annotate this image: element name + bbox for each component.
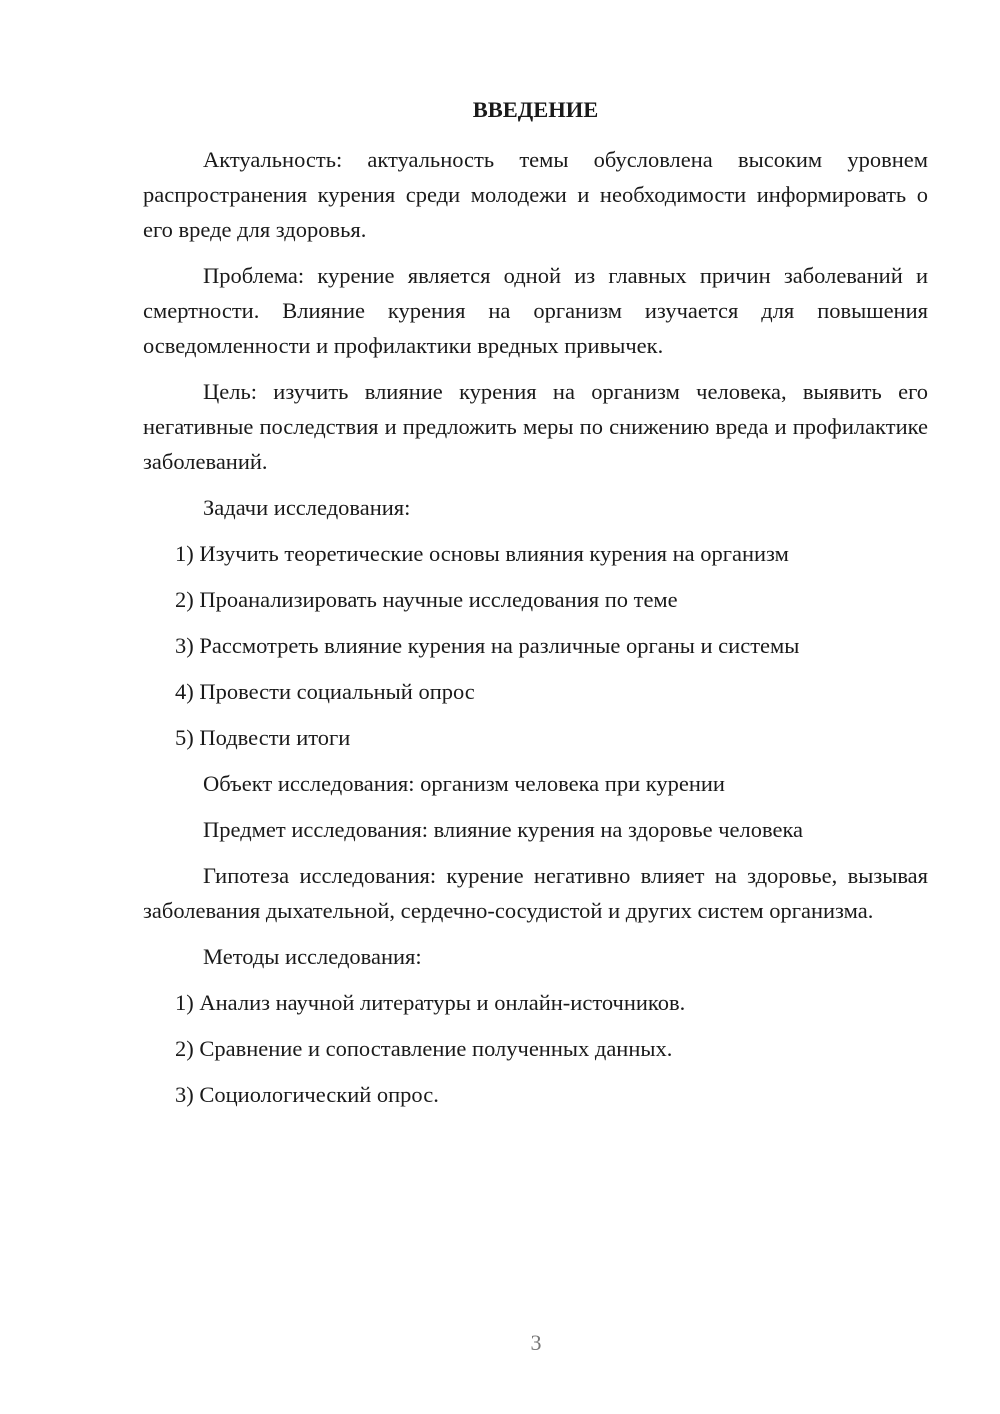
research-object: Объект исследования: организм человека при курении: [203, 771, 725, 796]
document-page: [143, 92, 928, 1123]
goal-paragraph: Цель: изучить влияние курения на организм человека, выявить его негативные последствия и предложить меры по снижению вреда и профилактике заболеваний.: [143, 379, 928, 474]
task-item: 3) Рассмотреть влияние курения на различные органы и системы: [175, 633, 800, 658]
relevance-paragraph: Актуальность: актуальность темы обусловлена высоким уровнем распространения курения среди молодежи и необходимости информировать о его вреде для здоровья.: [143, 147, 928, 242]
task-item: 4) Провести социальный опрос: [175, 679, 475, 704]
tasks-list: [143, 536, 928, 755]
tasks-heading: Задачи исследования:: [203, 495, 411, 520]
section-title: ВВЕДЕНИЕ: [472, 97, 599, 122]
method-item: 3) Социологический опрос.: [175, 1082, 439, 1107]
task-item: 1) Изучить теоретические основы влияния курения на организм: [175, 541, 789, 566]
methods-heading: Методы исследования:: [203, 944, 422, 969]
method-item: 2) Сравнение и сопоставление полученных данных.: [175, 1036, 673, 1061]
methods-list: [143, 985, 928, 1112]
task-item: 5) Подвести итоги: [175, 725, 351, 750]
task-item: 2) Проанализировать научные исследования по теме: [175, 587, 678, 612]
hypothesis-paragraph: Гипотеза исследования: курение негативно влияет на здоровье, вызывая заболевания дыхательной, сердечно-сосудистой и других систем организма.: [143, 863, 928, 923]
problem-paragraph: Проблема: курение является одной из главных причин заболеваний и смертности. Влияние курения на организм изучается для повышения осведомленности и профилактики вредных привычек.: [143, 263, 928, 358]
page-number: 3: [530, 1330, 542, 1355]
research-subject: Предмет исследования: влияние курения на здоровье человека: [203, 817, 804, 842]
method-item: 1) Анализ научной литературы и онлайн-источников.: [175, 990, 686, 1015]
